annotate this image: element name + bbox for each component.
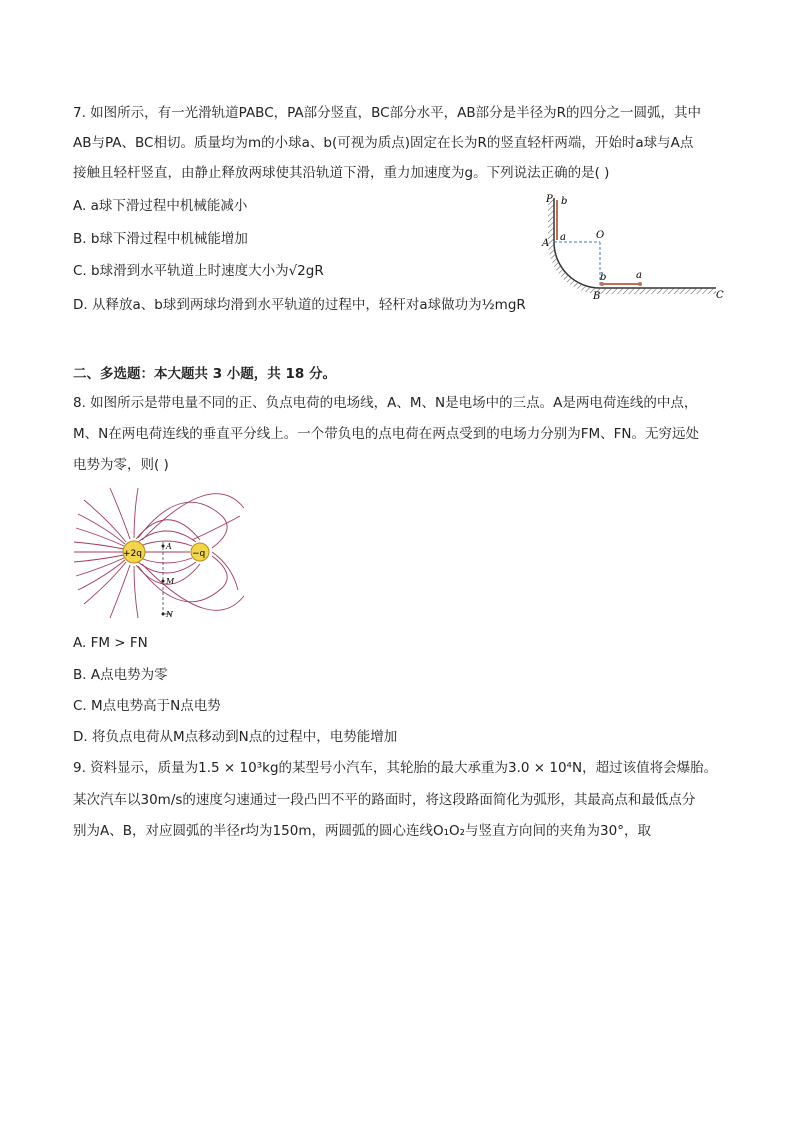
q7-option-b: B. b球下滑过程中机械能增加	[73, 231, 248, 247]
q7-line-2: AB与PA、BC相切。质量均为m的小球a、b(可视为质点)固定在长为R的竖直轻杆两端，开始时a球与A点	[73, 135, 694, 151]
q7-label-a-ball-bottom: a	[636, 270, 642, 281]
q8-line-3: 电势为零，则( )	[73, 457, 169, 473]
q8-option-d: D. 将负点电荷从M点移动到N点的过程中，电势能增加	[73, 729, 398, 745]
q9-line-3: 别为A、B，对应圆弧的半径r均为150m，两圆弧的圆心连线O₁O₂与竖直方向间的夹角为30°，取	[73, 823, 651, 839]
q7-option-c: C. b球滑到水平轨道上时速度大小为√2gR	[73, 263, 324, 279]
q8-label-a: A	[166, 542, 172, 551]
q7-label-a-ball: a	[560, 232, 566, 243]
q8-line-2: M、N在两电荷连线的垂直平分线上。一个带负电的点电荷在两点受到的电场力分别为FM、FN。无穷远处	[73, 426, 700, 442]
q8-label-n: N	[166, 610, 173, 619]
q7-label-b-ball: b	[600, 272, 607, 283]
q7-option-a: A. a球下滑过程中机械能减小	[73, 198, 248, 214]
q8-option-a: A. FM > FN	[73, 635, 148, 651]
q7-label-p: P	[546, 194, 553, 205]
q8-option-c: C. M点电势高于N点电势	[73, 698, 221, 714]
q7-label-b-top: b	[561, 196, 568, 207]
q7-option-d: D. 从释放a、b球到两球均滑到水平轨道的过程中，轻杆对a球做功为½mgR	[73, 297, 526, 313]
q9-line-1: 9. 资料显示，质量为1.5 × 10³kg的某型号小汽车，其轮胎的最大承重为3.0 × 10⁴N，超过该值将会爆胎。	[73, 760, 718, 776]
q7-line-3: 接触且轻杆竖直，由静止释放两球使其沿轨道下滑，重力加速度为g。下列说法正确的是( )	[73, 165, 610, 181]
q7-label-a-point: A	[542, 238, 550, 249]
q7-line-1: 7. 如图所示，有一光滑轨道PABC，PA部分竖直，BC部分水平，AB部分是半径为R的四分之一圆弧，其中	[73, 105, 701, 121]
q7-label-b-point: B	[593, 291, 601, 302]
q9-line-2: 某次汽车以30m/s的速度匀速通过一段凸凹不平的路面时，将这段路面简化为弧形，其最高点和最低点分	[73, 792, 696, 808]
section-title: 二、多选题：本大题共 3 小题，共 18 分。	[73, 366, 336, 382]
q8-line-1: 8. 如图所示是带电量不同的正、负点电荷的电场线，A、M、N是电场中的三点。A是两电荷连线的中点，	[73, 395, 698, 411]
q8-negative-charge: −q	[192, 549, 206, 559]
q7-track-figure	[538, 192, 728, 304]
q8-field-figure	[72, 486, 248, 620]
q8-label-m: M	[166, 577, 175, 586]
q8-option-b: B. A点电势为零	[73, 667, 168, 683]
q7-label-c: C	[716, 290, 724, 301]
q8-positive-charge: +2q	[123, 549, 142, 559]
q7-label-o: O	[596, 230, 605, 241]
